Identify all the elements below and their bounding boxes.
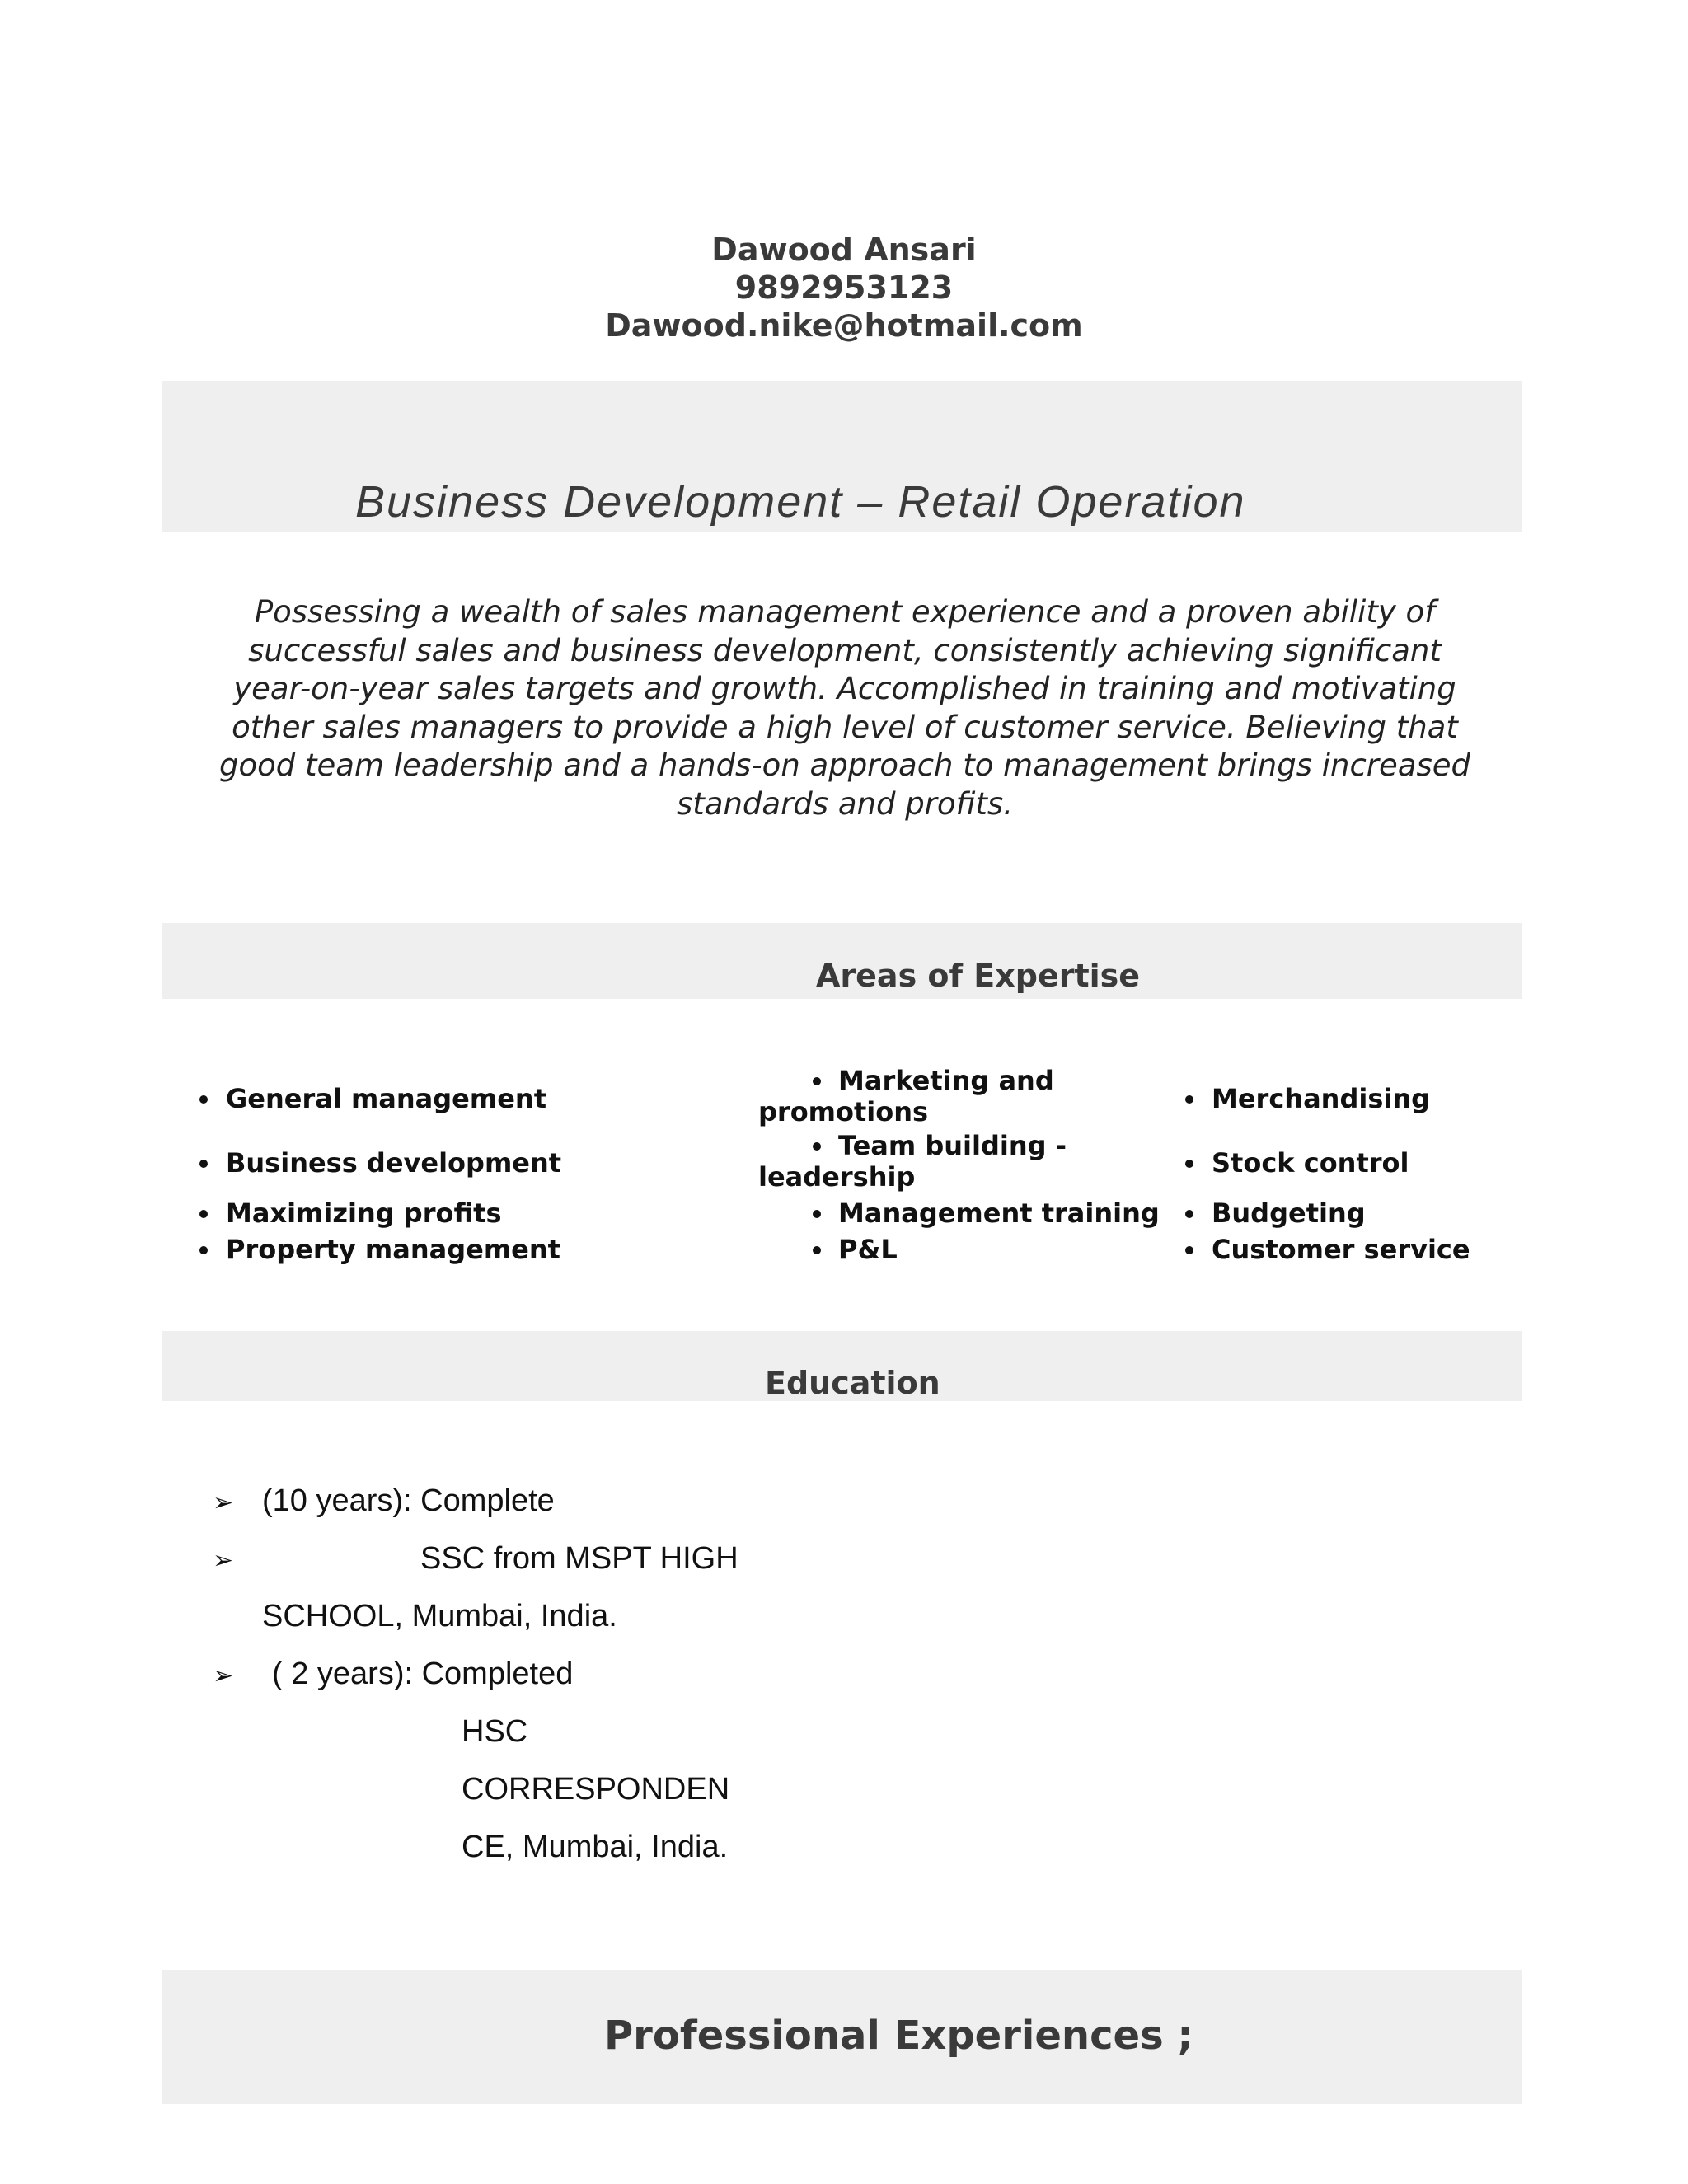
bullet-icon bbox=[813, 1142, 821, 1151]
education-line: (10 years): Complete bbox=[262, 1483, 555, 1518]
bullet-icon bbox=[1185, 1210, 1193, 1218]
education-line: ( 2 years): Completed bbox=[272, 1657, 574, 1691]
contact-block bbox=[0, 231, 1688, 344]
list-item-continuation: promotions bbox=[758, 1096, 929, 1127]
bullet-icon bbox=[1185, 1095, 1193, 1104]
list-item: Maximizing profits bbox=[226, 1197, 502, 1229]
experience-title: Professional Experiences ; bbox=[604, 2013, 1193, 2059]
bullet-icon bbox=[813, 1077, 821, 1085]
email-address: Dawood.nike@hotmail.com bbox=[605, 307, 1083, 344]
bullet-icon bbox=[199, 1160, 208, 1168]
list-item-continuation: leadership bbox=[758, 1161, 916, 1193]
bullet-icon bbox=[199, 1095, 208, 1104]
list-item: Management training bbox=[838, 1197, 1160, 1229]
list-item: Customer service bbox=[1212, 1234, 1470, 1265]
education-line: HSC bbox=[462, 1714, 528, 1749]
list-item: Team building - bbox=[838, 1130, 1067, 1161]
list-item: General management bbox=[226, 1083, 546, 1114]
list-item: Budgeting bbox=[1212, 1197, 1366, 1229]
candidate-name: Dawood Ansari bbox=[711, 232, 977, 268]
arrow-bullet-icon: ➢ bbox=[213, 1661, 234, 1690]
list-item: Property management bbox=[226, 1234, 560, 1265]
bullet-icon bbox=[199, 1246, 208, 1254]
headline-text: Business Development – Retail Operation bbox=[355, 477, 1246, 527]
education-line: CORRESPONDEN bbox=[462, 1772, 730, 1807]
expertise-title: Areas of Expertise bbox=[816, 958, 1141, 994]
bullet-icon bbox=[199, 1210, 208, 1218]
education-line: SCHOOL, Mumbai, India. bbox=[262, 1599, 617, 1633]
phone-number: 9892953123 bbox=[734, 269, 954, 306]
arrow-bullet-icon: ➢ bbox=[213, 1546, 234, 1575]
bullet-icon bbox=[813, 1210, 821, 1218]
profile-summary: Possessing a wealth of sales management experience and a proven ability of successful sales and business development, consistently achieving significant year-on-year sales targets and growth. Accomplished in training and motivating other sales managers to provide a high level of customer service. Believing that good team leadership and a hands-on approach to management brings increased standards and profits. bbox=[219, 594, 1470, 822]
bullet-icon bbox=[1185, 1160, 1193, 1168]
bullet-icon bbox=[813, 1246, 821, 1254]
list-item: Marketing and bbox=[838, 1065, 1054, 1096]
list-item: P&L bbox=[838, 1234, 898, 1265]
list-item: Stock control bbox=[1212, 1147, 1409, 1179]
list-item: Merchandising bbox=[1212, 1083, 1431, 1114]
education-line: SSC from MSPT HIGH bbox=[420, 1541, 738, 1576]
education-line: CE, Mumbai, India. bbox=[462, 1830, 729, 1864]
education-title: Education bbox=[765, 1365, 940, 1401]
list-item: Business development bbox=[226, 1147, 562, 1179]
bullet-icon bbox=[1185, 1246, 1193, 1254]
arrow-bullet-icon: ➢ bbox=[213, 1488, 234, 1517]
